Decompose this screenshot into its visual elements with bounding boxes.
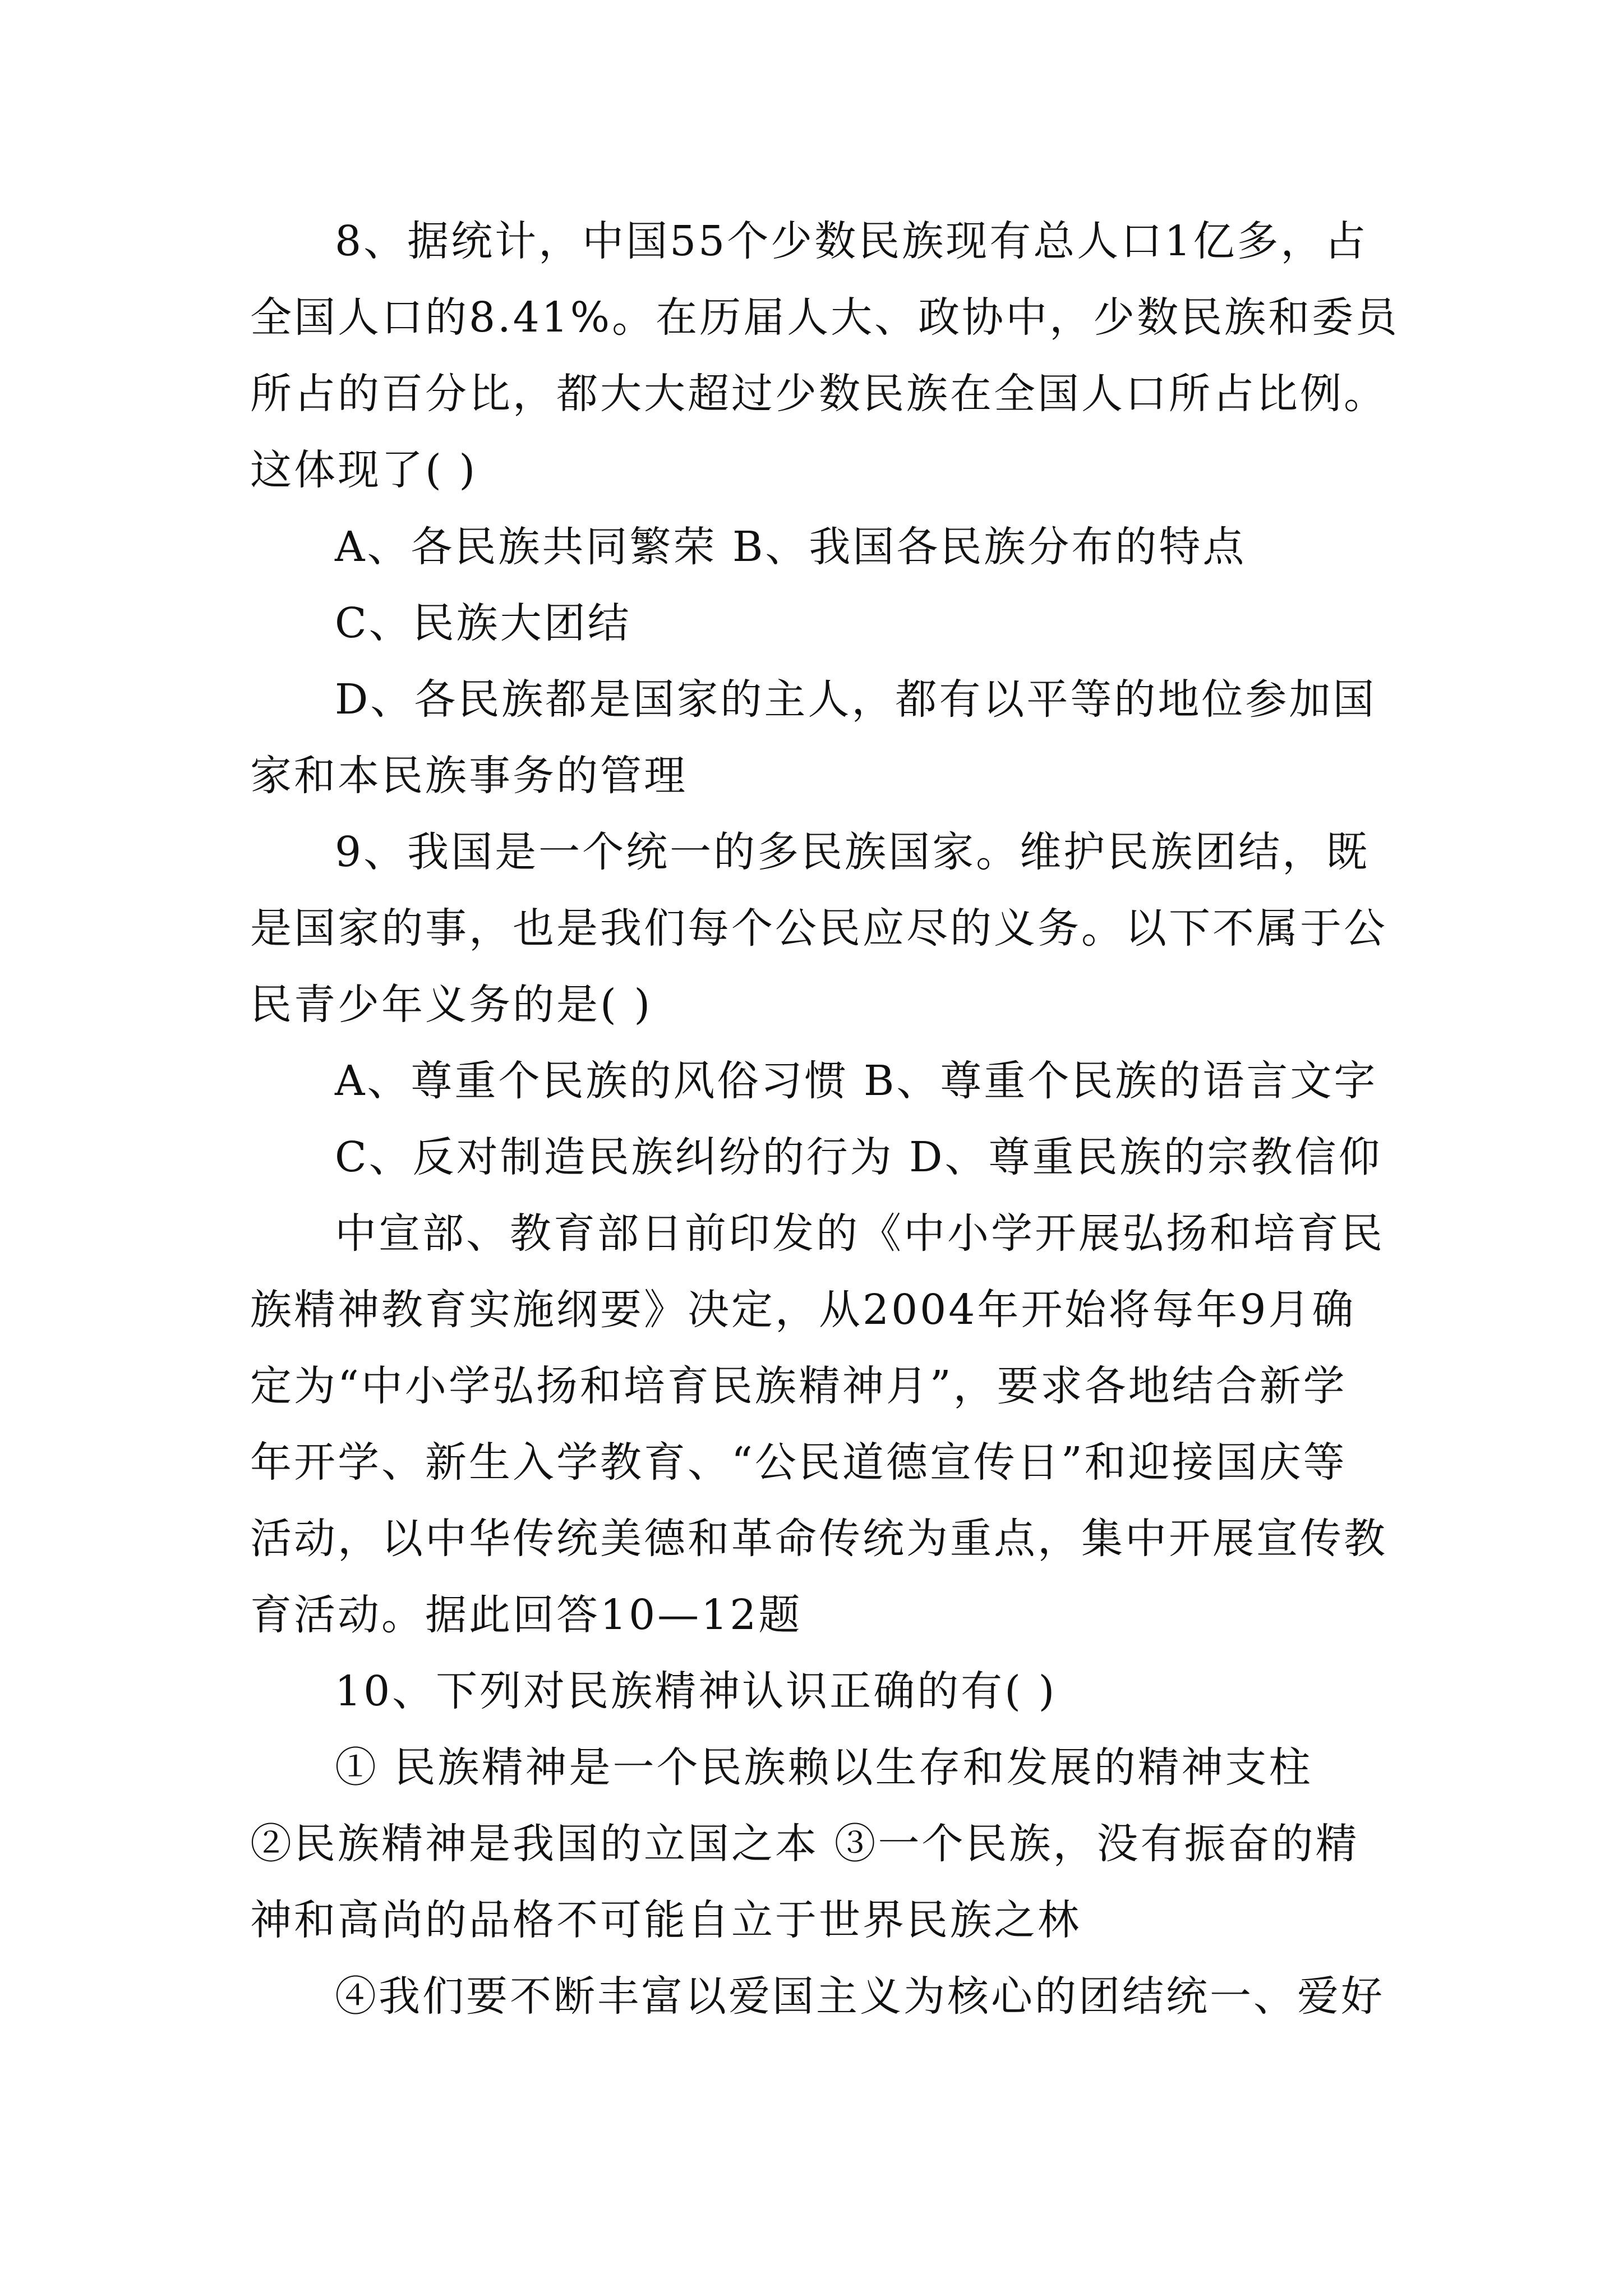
passage-line-3: 定为“中小学弘扬和培育民族精神月”，要求各地结合新学 <box>250 1362 1347 1410</box>
question-8-option-c: C、民族大团结 <box>335 599 631 647</box>
question-10-line-1: 10、下列对民族精神认识正确的有( ) <box>335 1667 1057 1715</box>
question-8-line-2: 全国人口的8.41%。在历届人大、政协中，少数民族和委员 <box>250 293 1400 342</box>
question-9-line-1: 9、我国是一个统一的多民族国家。维护民族团结，既 <box>335 828 1370 876</box>
passage-line-2: 族精神教育实施纲要》决定，从2004年开始将每年9月确 <box>250 1286 1356 1334</box>
question-10-item-4: ④我们要不断丰富以爱国主义为核心的团结统一、爱好 <box>335 1972 1385 2021</box>
question-9-options-ab: A、尊重个民族的风俗习惯 B、尊重个民族的语言文字 <box>335 1057 1378 1105</box>
passage-line-5: 活动，以中华传统美德和革命传统为重点，集中开展宣传教 <box>250 1515 1387 1563</box>
passage-line-1: 中宣部、教育部日前印发的《中小学开展弘扬和培育民 <box>335 1209 1385 1258</box>
question-8-option-d-line-2: 家和本民族事务的管理 <box>250 752 688 800</box>
question-9-line-2: 是国家的事，也是我们每个公民应尽的义务。以下不属于公 <box>250 904 1387 953</box>
question-10-item-1: ① 民族精神是一个民族赖以生存和发展的精神支柱 <box>335 1743 1313 1792</box>
question-10-items-2-3: ②民族精神是我国的立国之本 ③一个民族，没有振奋的精 <box>250 1820 1359 1868</box>
question-9-line-3: 民青少年义务的是( ) <box>250 981 653 1029</box>
question-8-line-4: 这体现了( ) <box>250 446 478 494</box>
passage-line-4: 年开学、新生入学教育、“公民道德宣传日”和迎接国庆等 <box>250 1438 1347 1487</box>
passage-line-6: 育活动。据此回答10—12题 <box>250 1591 803 1639</box>
question-8-option-d-line-1: D、各民族都是国家的主人，都有以平等的地位参加国 <box>335 675 1377 724</box>
question-8-options-ab: A、各民族共同繁荣 B、我国各民族分布的特点 <box>335 523 1247 571</box>
question-10-item-3-cont: 神和高尚的品格不可能自立于世界民族之林 <box>250 1896 1081 1944</box>
question-9-options-cd: C、反对制造民族纠纷的行为 D、尊重民族的宗教信仰 <box>335 1133 1382 1181</box>
question-8-line-3: 所占的百分比，都大大超过少数民族在全国人口所占比例。 <box>250 370 1387 418</box>
question-8-line-1: 8、据统计，中国55个少数民族现有总人口1亿多，占 <box>335 217 1368 265</box>
